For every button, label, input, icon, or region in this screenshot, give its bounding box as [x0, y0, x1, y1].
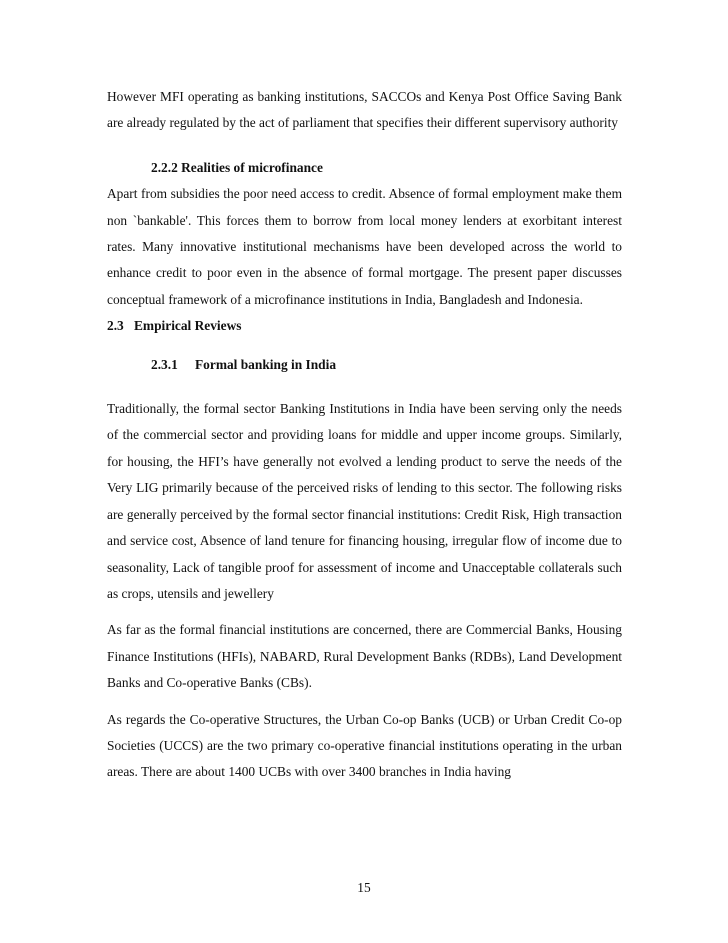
page-body	[107, 84, 622, 786]
heading-2-3	[107, 313, 622, 339]
page-number: 15	[357, 880, 371, 895]
heading-2-3-number: 2.3	[107, 318, 124, 334]
paragraph-formal-banking-2: As far as the formal financial institutions are concerned, there are Commercial Banks, Housing Finance Institutions (HFIs), NABARD, Rural Development Banks (RDBs), Land Development Banks and Co-operative Banks (CBs).	[107, 622, 622, 691]
heading-2-3-1-number: 2.3.1	[151, 356, 178, 372]
paragraph-formal-banking-3: As regards the Co-operative Structures, the Urban Co-op Banks (UCB) or Urban Credit Co-op Societies (UCCS) are the two primary co-operative financial institutions operating in the urban areas. There are about 1400 UCBs with over 3400 branches in India having	[107, 711, 622, 780]
paragraph-realities: Apart from subsidies the poor need access to credit. Absence of formal employment make them non `bankable'. This forces them to borrow from local money lenders at exorbitant interest rates. Many innovative institutional mechanisms have been developed across the world to enhance credit to poor even in the absence of formal mortgage. The present paper discusses conceptual framework of a microfinance institutions in India, Bangladesh and Indonesia.	[107, 186, 622, 307]
heading-2-3-title: Empirical Reviews	[134, 318, 242, 334]
heading-2-2-2: 2.2.2 Realities of microfinance	[151, 159, 323, 175]
heading-2-3-1	[107, 352, 622, 378]
heading-2-3-1-title: Formal banking in India	[195, 356, 337, 372]
paragraph-formal-banking-1: Traditionally, the formal sector Banking Institutions in India have been serving only the needs of the commercial sector and providing loans for middle and upper income groups. Similarly, for housing, the HFI’s have generally not evolved a lending product to serve the needs of the Very LIG primarily because of the perceived risks of lending to this sector. The following risks are generally perceived by the formal sector financial institutions: Credit Risk, High transaction and service cost, Absence of land tenure for financing housing, irregular flow of income due to seasonality, Lack of tangible proof for assessment of income and Unacceptable collaterals such as crops, utensils and jewellery	[107, 401, 622, 601]
paragraph-intro: However MFI operating as banking institutions, SACCOs and Kenya Post Office Saving Bank are already regulated by the act of parliament that specifies their different supervisory authority	[107, 89, 622, 131]
